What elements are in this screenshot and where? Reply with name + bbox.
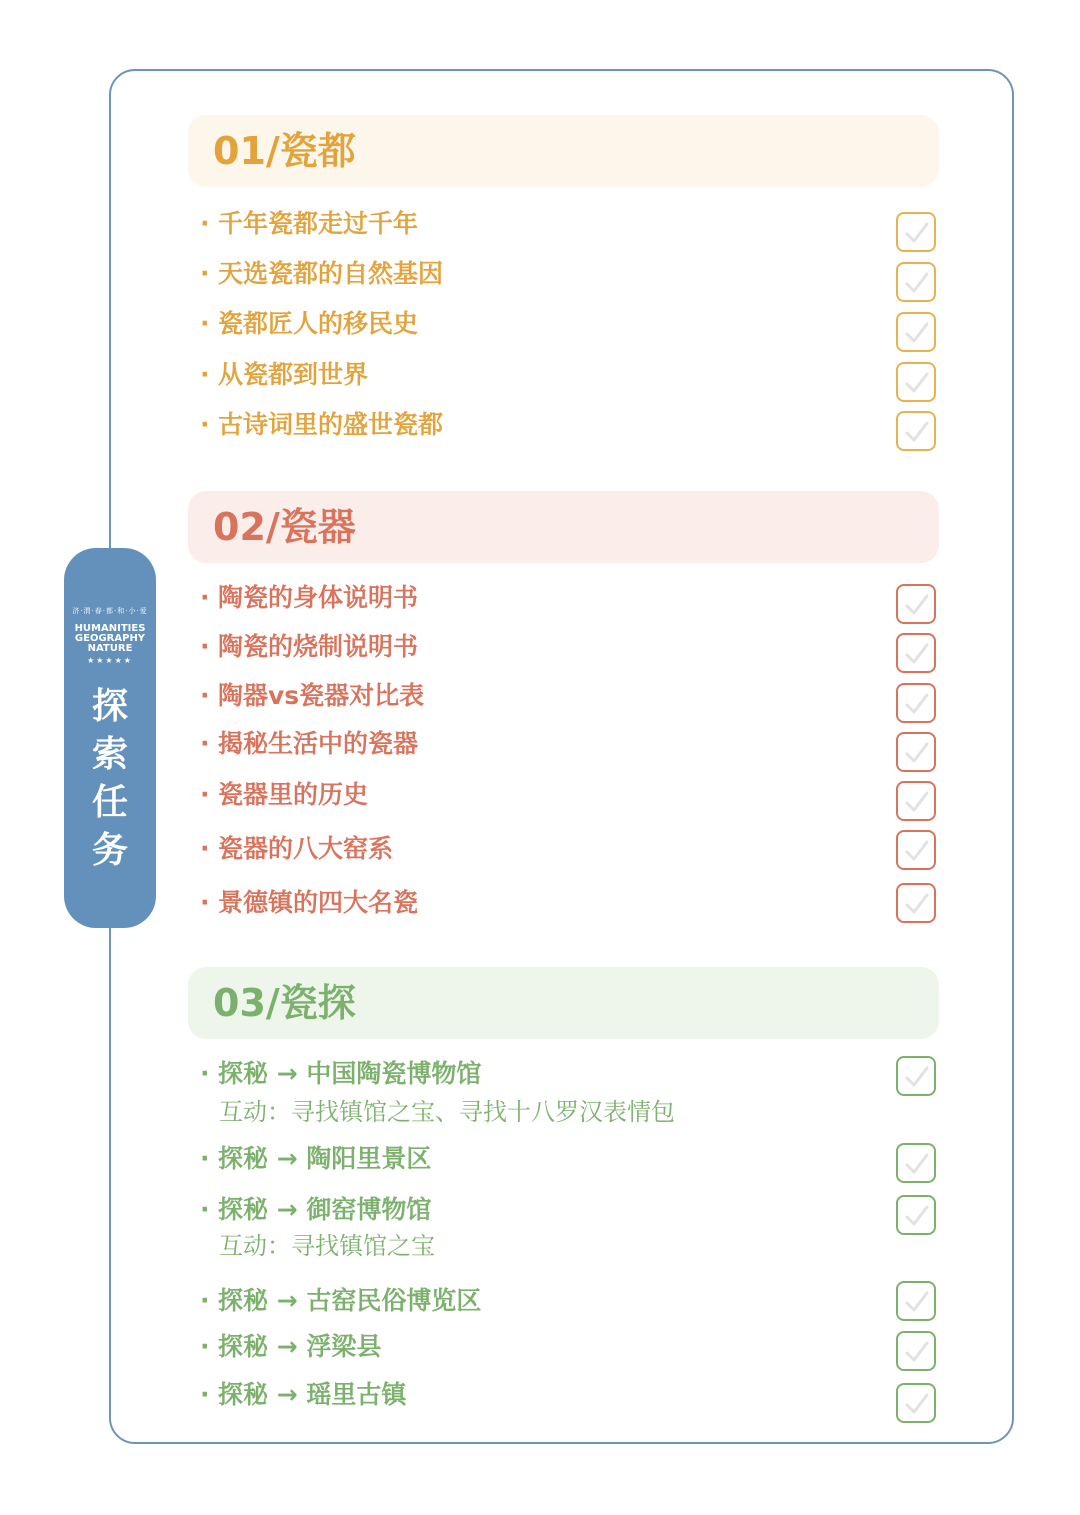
task-label: 探秘 → 浮梁县	[218, 1332, 382, 1361]
checkbox-checked-icon[interactable]	[896, 1383, 936, 1423]
bullet-dot: ·	[200, 410, 210, 439]
checkbox-checked-icon[interactable]	[896, 1056, 936, 1096]
stars-icon: ★★★★★	[87, 656, 133, 665]
bullet-dot: ·	[200, 1059, 210, 1088]
bullet-dot: ·	[200, 1332, 210, 1361]
bullet-dot: ·	[200, 209, 210, 238]
bullet-dot: ·	[200, 1380, 210, 1409]
task-label: 陶瓷的烧制说明书	[218, 632, 419, 661]
task-label: 瓷器里的历史	[218, 780, 369, 809]
logo-line: NATURE	[87, 643, 133, 654]
task-item	[200, 832, 900, 866]
task-item	[200, 778, 900, 812]
task-label: 陶器vs瓷器对比表	[218, 681, 425, 710]
task-item	[200, 207, 900, 241]
sidebar-title-char: 任	[91, 782, 128, 823]
bullet-dot: ·	[200, 583, 210, 612]
checkbox-checked-icon[interactable]	[896, 781, 936, 821]
task-item	[200, 1057, 900, 1091]
checkbox-checked-icon[interactable]	[896, 362, 936, 402]
sidebar-title-char: 务	[91, 830, 128, 871]
task-label: 从瓷都到世界	[218, 360, 369, 389]
task-item	[200, 257, 900, 291]
task-label: 探秘 → 陶阳里景区	[218, 1144, 432, 1173]
sidebar-title-char: 索	[91, 734, 128, 775]
section-heading: 02/瓷器	[188, 491, 939, 563]
brand-logo	[64, 624, 156, 654]
bullet-dot: ·	[200, 780, 210, 809]
bullet-dot: ·	[200, 360, 210, 389]
checkbox-checked-icon[interactable]	[896, 1331, 936, 1371]
task-item	[200, 1284, 900, 1318]
bullet-dot: ·	[200, 309, 210, 338]
task-item	[200, 679, 900, 713]
bullet-dot: ·	[200, 888, 210, 917]
checkbox-checked-icon[interactable]	[896, 830, 936, 870]
task-item	[200, 358, 900, 392]
task-interaction-note: 互动：寻找镇馆之宝、寻找十八罗汉表情包	[219, 1098, 675, 1126]
checkbox-checked-icon[interactable]	[896, 262, 936, 302]
task-item	[200, 630, 900, 664]
bullet-dot: ·	[200, 1144, 210, 1173]
task-label: 景德镇的四大名瓷	[218, 888, 419, 917]
task-label: 揭秘生活中的瓷器	[218, 729, 419, 758]
bullet-dot: ·	[200, 729, 210, 758]
task-label: 探秘 → 瑶里古镇	[218, 1380, 407, 1409]
checkbox-checked-icon[interactable]	[896, 633, 936, 673]
sidebar-title	[64, 683, 156, 875]
bullet-dot: ·	[200, 681, 210, 710]
sidebar-title-char: 探	[91, 686, 128, 727]
task-item	[200, 581, 900, 615]
checkbox-checked-icon[interactable]	[896, 1281, 936, 1321]
bullet-dot: ·	[200, 1286, 210, 1315]
task-item	[200, 886, 900, 920]
task-item	[200, 1330, 900, 1364]
logo-line: HUMANITIES	[74, 623, 146, 634]
checkbox-checked-icon[interactable]	[896, 883, 936, 923]
task-item	[200, 1193, 900, 1227]
sidebar-tab	[64, 548, 156, 928]
task-item	[200, 1142, 900, 1176]
task-item	[200, 307, 900, 341]
checkbox-checked-icon[interactable]	[896, 212, 936, 252]
logo-top-text: 济·渭·春·都·和·小·爱	[72, 607, 148, 615]
task-interaction-note: 互动：寻找镇馆之宝	[219, 1232, 435, 1260]
task-label: 天选瓷都的自然基因	[218, 259, 444, 288]
task-item	[200, 1378, 900, 1412]
checkbox-checked-icon[interactable]	[896, 312, 936, 352]
checkbox-checked-icon[interactable]	[896, 411, 936, 451]
task-label: 瓷器的八大窑系	[218, 834, 394, 863]
checkbox-checked-icon[interactable]	[896, 1195, 936, 1235]
bullet-dot: ·	[200, 1195, 210, 1224]
checkbox-checked-icon[interactable]	[896, 1143, 936, 1183]
task-label: 陶瓷的身体说明书	[218, 583, 419, 612]
task-label: 瓷都匠人的移民史	[218, 309, 419, 338]
task-label: 千年瓷都走过千年	[218, 209, 419, 238]
bullet-dot: ·	[200, 632, 210, 661]
bullet-dot: ·	[200, 834, 210, 863]
task-label: 探秘 → 御窑博物馆	[218, 1195, 432, 1224]
checkbox-checked-icon[interactable]	[896, 584, 936, 624]
section-heading: 01/瓷都	[188, 115, 939, 187]
task-label: 探秘 → 古窑民俗博览区	[218, 1286, 482, 1315]
task-item	[200, 408, 900, 442]
task-item	[200, 727, 900, 761]
checkbox-checked-icon[interactable]	[896, 683, 936, 723]
bullet-dot: ·	[200, 259, 210, 288]
section-heading: 03/瓷探	[188, 967, 939, 1039]
logo-line: GEOGRAPHY	[74, 633, 146, 644]
task-label: 古诗词里的盛世瓷都	[218, 410, 444, 439]
task-label: 探秘 → 中国陶瓷博物馆	[218, 1059, 482, 1088]
checkbox-checked-icon[interactable]	[896, 732, 936, 772]
